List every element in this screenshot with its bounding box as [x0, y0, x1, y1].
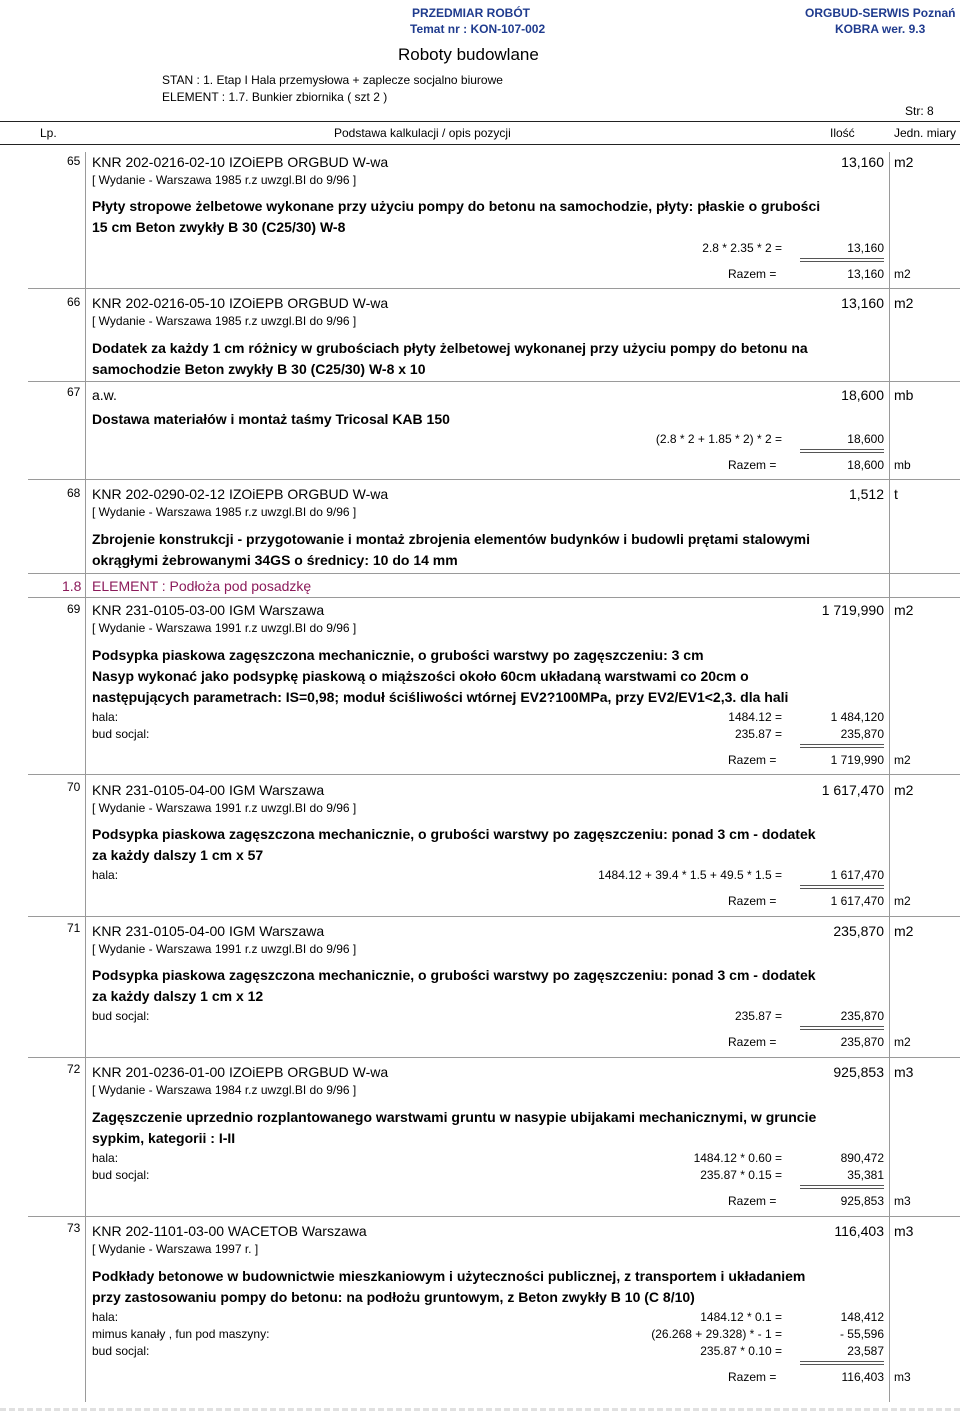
item-edition: [ Wydanie - Warszawa 1985 r.z uwzgl.BI do 9/96 ] — [92, 505, 357, 519]
calc-formula: 235.87 * 0.10 = — [700, 1344, 782, 1358]
item-description: 15 cm Beton zwykły B 30 (C25/30) W-8 — [92, 219, 346, 235]
element-line: ELEMENT : 1.7. Bunkier zbiornika ( szt 2 ) — [162, 90, 388, 104]
calc-value: 13,160 — [847, 241, 884, 255]
item-description: Podsypka piaskowa zagęszczona mechanicznie, o grubości warstwy po zagęszczeniu: 3 cm — [92, 647, 704, 663]
item-lp: 65 — [67, 154, 81, 168]
item-edition: [ Wydanie - Warszawa 1991 r.z uwzgl.BI do 9/96 ] — [92, 942, 357, 956]
row-divider — [28, 573, 960, 574]
razem-unit: m2 — [894, 894, 911, 908]
calc-label: hala: — [92, 710, 119, 724]
razem-value: 235,870 — [840, 1035, 884, 1049]
item-description: Nasyp wykonać jako podsypkę piaskową o miąższości około 60cm układaną warstwami co 20cm o — [92, 668, 749, 684]
column-divider — [85, 152, 86, 1402]
calc-formula: 2.8 * 2.35 * 2 = — [702, 241, 782, 255]
razem-label: Razem = — [728, 1370, 777, 1384]
calc-label: hala: — [92, 1310, 119, 1324]
item-qty: 1 719,990 — [821, 602, 884, 618]
row-divider — [28, 288, 960, 289]
sum-underline — [800, 744, 884, 748]
item-unit: mb — [894, 387, 914, 403]
calc-value: - 55,596 — [839, 1327, 884, 1341]
item-unit: m2 — [894, 923, 914, 939]
item-qty: 18,600 — [841, 387, 884, 403]
item-description: Płyty stropowe żelbetowe wykonane przy użyciu pompy do betonu na samochodzie, płyty: płaskie o grubości — [92, 198, 821, 214]
razem-unit: m3 — [894, 1194, 911, 1208]
calc-label: bud socjal: — [92, 1344, 150, 1358]
calc-value: 1 617,470 — [830, 868, 884, 882]
razem-value: 925,853 — [840, 1194, 884, 1208]
calc-label: hala: — [92, 868, 119, 882]
razem-unit: m3 — [894, 1370, 911, 1384]
razem-value: 1 719,990 — [830, 753, 884, 767]
item-code: KNR 202-0216-02-10 IZOiEPB ORGBUD W-wa — [92, 154, 389, 170]
calc-formula: 235.87 = — [734, 1009, 782, 1023]
calc-value: 235,870 — [840, 1009, 884, 1023]
item-code: KNR 202-0290-02-12 IZOiEPB ORGBUD W-wa — [92, 486, 389, 502]
calc-label: mimus kanały , fun pod maszyny: — [92, 1327, 270, 1341]
razem-unit: m2 — [894, 1035, 911, 1049]
header-title: PRZEDMIAR ROBÓT — [412, 6, 530, 20]
razem-label: Razem = — [728, 267, 777, 281]
row-divider — [28, 381, 960, 382]
item-edition: [ Wydanie - Warszawa 1985 r.z uwzgl.BI do 9/96 ] — [92, 173, 357, 187]
header-topic: Temat nr : KON-107-002 — [410, 22, 546, 36]
item-unit: m2 — [894, 295, 914, 311]
section-title: ELEMENT : Podłoża pod posadzkę — [92, 578, 312, 594]
item-lp: 73 — [67, 1221, 81, 1235]
calc-formula: 235.87 = — [734, 727, 782, 741]
col-jedn-header: Jedn. miary — [894, 126, 957, 140]
calc-value: 1 484,120 — [830, 710, 884, 724]
section-number: 1.8 — [62, 578, 82, 594]
calc-label: bud socjal: — [92, 727, 150, 741]
item-code: KNR 231-0105-04-00 IGM Warszawa — [92, 923, 325, 939]
col-ilosc-header: Ilość — [830, 126, 855, 140]
calc-label: bud socjal: — [92, 1009, 150, 1023]
calc-formula: (26.268 + 29.328) * - 1 = — [651, 1327, 782, 1341]
item-qty: 13,160 — [841, 295, 884, 311]
item-qty: 13,160 — [841, 154, 884, 170]
item-lp: 66 — [67, 295, 81, 309]
calc-formula: 1484.12 = — [728, 710, 782, 724]
calc-formula: 1484.12 * 0.60 = — [693, 1151, 782, 1165]
item-description: Dodatek za każdy 1 cm różnicy w grubościach płyty żelbetowej wykonanej przy użyciu pompy do betonu na — [92, 340, 808, 356]
item-code: KNR 202-1101-03-00 WACETOB Warszawa — [92, 1223, 367, 1239]
item-description: Podsypka piaskowa zagęszczona mechanicznie, o grubości warstwy po zagęszczeniu: ponad 3 cm - dodatek — [92, 967, 816, 983]
calc-formula: (2.8 * 2 + 1.85 * 2) * 2 = — [655, 432, 782, 446]
sum-underline — [800, 885, 884, 889]
razem-unit: m2 — [894, 753, 911, 767]
column-divider — [889, 152, 890, 1402]
item-unit: m3 — [894, 1223, 914, 1239]
calc-label: hala: — [92, 1151, 119, 1165]
razem-unit: m2 — [894, 267, 911, 281]
item-lp: 69 — [67, 602, 81, 616]
item-edition: [ Wydanie - Warszawa 1997 r. ] — [92, 1242, 259, 1256]
razem-label: Razem = — [728, 1035, 777, 1049]
calc-formula: 1484.12 + 39.4 * 1.5 + 49.5 * 1.5 = — [598, 868, 782, 882]
row-divider — [28, 479, 960, 480]
calc-value: 23,587 — [847, 1344, 884, 1358]
col-podstawa-header: Podstawa kalkulacji / opis pozycji — [334, 126, 511, 140]
item-unit: m2 — [894, 602, 914, 618]
sum-underline — [800, 1361, 884, 1365]
item-code: KNR 231-0105-04-00 IGM Warszawa — [92, 782, 325, 798]
razem-value: 13,160 — [847, 267, 884, 281]
row-divider — [28, 1216, 960, 1217]
page-bottom-edge — [0, 1408, 960, 1411]
item-description: Zbrojenie konstrukcji - przygotowanie i montaż zbrojenia elementów budynków i budowli prętami stalowymi — [92, 531, 810, 547]
item-lp: 71 — [67, 921, 81, 935]
razem-label: Razem = — [728, 753, 777, 767]
item-code: KNR 201-0236-01-00 IZOiEPB ORGBUD W-wa — [92, 1064, 389, 1080]
item-lp: 70 — [67, 780, 81, 794]
item-unit: m2 — [894, 154, 914, 170]
razem-unit: mb — [894, 458, 911, 472]
item-description: za każdy dalszy 1 cm x 12 — [92, 988, 264, 1004]
item-description: Podkłady betonowe w budownictwie mieszkaniowym i użyteczności publicznej, z transportem i układaniem — [92, 1268, 806, 1284]
sum-underline — [800, 1185, 884, 1189]
item-code: KNR 202-0216-05-10 IZOiEPB ORGBUD W-wa — [92, 295, 389, 311]
stan-line: STAN : 1. Etap I Hala przemysłowa + zaplecze socjalno biurowe — [162, 73, 503, 87]
razem-value: 116,403 — [841, 1370, 884, 1384]
item-code: a.w. — [92, 387, 117, 403]
page-number: Str: 8 — [905, 104, 934, 118]
calc-value: 18,600 — [847, 432, 884, 446]
item-lp: 68 — [67, 486, 81, 500]
row-divider — [28, 597, 960, 598]
item-qty: 116,403 — [834, 1223, 884, 1239]
page-title: Roboty budowlane — [398, 45, 539, 64]
calc-value: 235,870 — [840, 727, 884, 741]
item-lp: 67 — [67, 385, 81, 399]
header-version: KOBRA wer. 9.3 — [835, 22, 926, 36]
razem-value: 1 617,470 — [830, 894, 884, 908]
item-qty: 1,512 — [848, 486, 884, 502]
item-description: Zagęszczenie uprzednio rozplantowanego warstwami gruntu w nasypie ubijakami mechanicznymi, w gruncie — [92, 1109, 817, 1125]
item-qty: 925,853 — [833, 1064, 884, 1080]
item-description: Podsypka piaskowa zagęszczona mechanicznie, o grubości warstwy po zagęszczeniu: ponad 3 cm - dodatek — [92, 826, 816, 842]
item-unit: m3 — [894, 1064, 914, 1080]
item-lp: 72 — [67, 1062, 81, 1076]
item-description: okrągłymi żebrowanymi 34GS o średnicy: 10 do 14 mm — [92, 552, 458, 568]
calc-value: 35,381 — [847, 1168, 884, 1182]
razem-label: Razem = — [728, 1194, 777, 1208]
item-edition: [ Wydanie - Warszawa 1991 r.z uwzgl.BI do 9/96 ] — [92, 801, 357, 815]
item-edition: [ Wydanie - Warszawa 1984 r.z uwzgl.BI do 9/96 ] — [92, 1083, 357, 1097]
item-description: następujących parametrach: IS=0,98; moduł ściśliwości wtórnej EV2?100MPa, przy EV2/EV1<2,3. dla hali — [92, 689, 789, 705]
calc-value: 890,472 — [840, 1151, 884, 1165]
calc-label: bud socjal: — [92, 1168, 150, 1182]
header-company: ORGBUD-SERWIS Poznań — [805, 6, 956, 20]
razem-label: Razem = — [728, 458, 777, 472]
row-divider — [28, 916, 960, 917]
item-edition: [ Wydanie - Warszawa 1985 r.z uwzgl.BI do 9/96 ] — [92, 314, 357, 328]
item-description: Dostawa materiałów i montaż taśmy Tricosal KAB 150 — [92, 411, 450, 427]
sum-underline — [800, 449, 884, 453]
item-description: samochodzie Beton zwykły B 30 (C25/30) W-8 x 10 — [92, 361, 426, 377]
calc-formula: 1484.12 * 0.1 = — [700, 1310, 782, 1324]
item-description: przy zastosowaniu pompy do betonu: na podłożu gruntowym, z Beton zwykły B 10 (C 8/10) — [92, 1289, 695, 1305]
item-unit: m2 — [894, 782, 914, 798]
item-code: KNR 231-0105-03-00 IGM Warszawa — [92, 602, 325, 618]
razem-label: Razem = — [728, 894, 777, 908]
calc-value: 148,412 — [840, 1310, 884, 1324]
row-divider — [28, 1057, 960, 1058]
item-description: za każdy dalszy 1 cm x 57 — [92, 847, 264, 863]
item-qty: 1 617,470 — [821, 782, 884, 798]
row-divider — [28, 774, 960, 775]
col-lp-header: Lp. — [40, 126, 57, 140]
item-unit: t — [894, 486, 898, 502]
item-qty: 235,870 — [833, 923, 884, 939]
calc-formula: 235.87 * 0.15 = — [700, 1168, 782, 1182]
razem-value: 18,600 — [847, 458, 884, 472]
sum-underline — [800, 1026, 884, 1030]
item-description: sypkim, kategorii : I-II — [92, 1130, 236, 1146]
sum-underline — [800, 258, 884, 262]
item-edition: [ Wydanie - Warszawa 1991 r.z uwzgl.BI do 9/96 ] — [92, 621, 357, 635]
